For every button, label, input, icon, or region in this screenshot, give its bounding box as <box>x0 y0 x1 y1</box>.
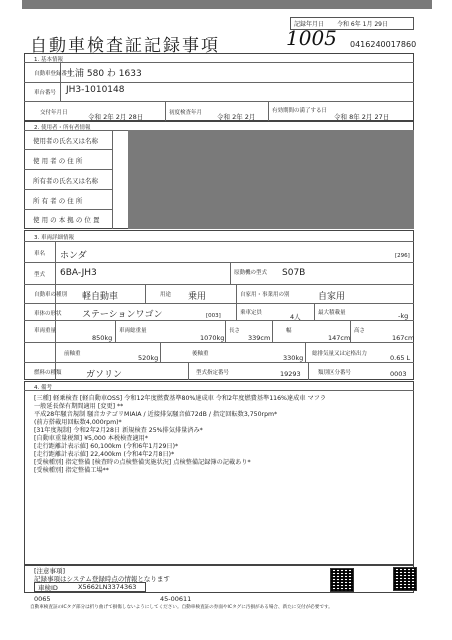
engine-label: 原動機の型式 <box>234 270 268 276</box>
notice-line: 記録事項はシステム登録時点の情報となります <box>34 575 170 583</box>
private-label: 自家用・事業用の別 <box>240 292 290 298</box>
maker-label: 車名 <box>34 251 46 257</box>
remark-line: [受検種別] 指定整備 [検査時の点検整備実施状況] 点検整備記録簿の記載あり* <box>34 459 251 466</box>
weight-value: 850kg <box>92 334 113 342</box>
maker-code: [296] <box>395 253 410 259</box>
expiry-label: 有効期間の満了する日 <box>272 108 328 114</box>
remark-line: [走行距離計表示値] 60,100km (令和6年1月29日)* <box>34 443 179 450</box>
body-label: 車体の形状 <box>34 311 62 317</box>
front-axle-value: 520kg <box>138 354 159 362</box>
expiry-value: 令和 8年 2月 27日 <box>334 113 390 121</box>
displacement-value: 0.65 L <box>390 354 411 362</box>
rear-axle-value: 330kg <box>283 354 304 362</box>
remark-line: (前方搭載用回転数4,000rpm)* <box>34 419 122 426</box>
model-value: 6BA-JH3 <box>60 268 97 278</box>
maxload-value: -kg <box>398 312 409 320</box>
front-axle-label: 前軸重 <box>64 351 81 357</box>
remark-line: [三種] 軽乗検査 [軽自動車OSS] 令和12年度燃費基準80%達成車 令和2年度燃費基準116%達成車 マフラ <box>34 395 327 402</box>
section-remarks-title: 4. 備考 <box>34 385 52 391</box>
record-date-value: 令和 6年 1月 29日 <box>337 21 388 28</box>
maker-value: ホンダ <box>60 251 87 261</box>
model-label: 型式 <box>34 272 46 278</box>
height-value: 167cm <box>392 334 415 342</box>
section-vehicle-title: 3. 車両詳細情報 <box>34 235 74 241</box>
owner-row-user-address: 使 用 者 の 住 所 <box>33 157 83 165</box>
body-value: ステーションワゴン <box>82 310 163 320</box>
section-basic-title: 1. 基本情報 <box>34 57 63 63</box>
print-number: 0416240017860 <box>350 40 417 49</box>
class-number-label: 類別区分番号 <box>318 370 352 376</box>
capacity-label: 乗車定員 <box>240 310 263 316</box>
record-date-label: 記録年月日 <box>294 21 325 28</box>
document-title: 自動車検査証記録事項 <box>30 36 220 56</box>
footer-mid-code: 45-00611 <box>160 595 192 603</box>
first-reg-label: 初度検査年月 <box>169 110 203 116</box>
kind-value: 軽自動車 <box>82 292 119 302</box>
fuel-value: ガソリン <box>86 370 123 380</box>
section-owner-title: 2. 使用者・所有者情報 <box>34 125 91 131</box>
handwritten-number: 1005 <box>286 26 337 50</box>
ic-id-label: 車検ID <box>38 584 58 592</box>
remark-line: 平成28年騒音規制 騒音カテゴリMIAIA / 近接排気騒音値72dB / 指定回転数3,750rpm* <box>34 411 278 418</box>
height-label: 高さ <box>354 328 366 334</box>
class-number-value: 0003 <box>390 370 407 378</box>
issue-date-label: 交付年月日 <box>40 110 68 116</box>
top-scan-band <box>22 0 432 9</box>
reg-number-value: 土浦 580 わ 1633 <box>66 69 142 79</box>
type-number-value: 19293 <box>280 370 301 378</box>
ic-id-value: X5662LN3374363 <box>78 583 137 591</box>
length-value: 339cm <box>248 334 271 342</box>
weight-label: 車両重量 <box>34 328 57 334</box>
length-label: 長さ <box>229 328 241 334</box>
maxload-label: 最大積載量 <box>318 310 346 316</box>
remark-line: [受検種別] 指定整備工場** <box>34 467 109 474</box>
use-value: 乗用 <box>188 292 207 302</box>
engine-value: S07B <box>282 268 306 278</box>
gross-label: 車両総重量 <box>119 328 147 334</box>
private-value: 自家用 <box>318 292 346 302</box>
chassis-value: JH3-1010148 <box>66 85 125 95</box>
owner-redaction <box>128 130 414 229</box>
remark-line: [走行距離計表示値] 22,400km (令和4年2月8日)* <box>34 451 175 458</box>
chassis-label: 車台番号 <box>34 90 57 96</box>
type-number-label: 型式指定番号 <box>196 370 230 376</box>
first-reg-value: 令和 2年 2月 <box>217 113 256 121</box>
remark-line: [31年度規制] 令和2年2月28日 新規検査 25%排気排量済み* <box>34 427 203 434</box>
width-label: 幅 <box>286 328 292 334</box>
displacement-label: 総排気量又は定格出力 <box>312 351 368 357</box>
body-code: [003] <box>206 313 221 319</box>
issue-date-value: 令和 2年 2月 28日 <box>88 113 144 121</box>
remark-line: 一般延長保有期間適用 [変更] ** <box>34 403 124 410</box>
qr-code-2 <box>393 567 417 591</box>
use-label: 用途 <box>160 292 172 298</box>
footer-left-code: 0065 <box>34 595 51 603</box>
width-value: 147cm <box>328 334 351 342</box>
notice-heading: [注意事項] <box>34 567 66 575</box>
capacity-value: 4人 <box>290 313 301 321</box>
fuel-label: 燃料の種類 <box>34 370 62 376</box>
gross-value: 1070kg <box>200 334 225 342</box>
owner-row-owner-address: 所 有 者 の 住 所 <box>33 197 83 205</box>
owner-row-user-name: 使用者の氏名又は名称 <box>33 137 98 145</box>
remark-line: [自動車重量税額] ¥5,000 本税検査適用* <box>34 435 148 442</box>
rear-axle-label: 後軸重 <box>192 351 209 357</box>
owner-row-base-location: 使 用 の 本 拠 の 位 置 <box>33 216 100 224</box>
qr-code-1 <box>330 568 354 592</box>
reg-number-label: 自動車登録番号 <box>34 71 73 77</box>
footer-caution: 自動車検査証のICタグ部分は折り曲げて損傷しないようにしてください。自動車検査証の券面やICタグに汚損がある場合、新たに交付が必要です。 <box>30 605 333 610</box>
kind-label: 自動車の種別 <box>34 292 68 298</box>
owner-row-owner-name: 所有者の氏名又は名称 <box>33 177 98 185</box>
